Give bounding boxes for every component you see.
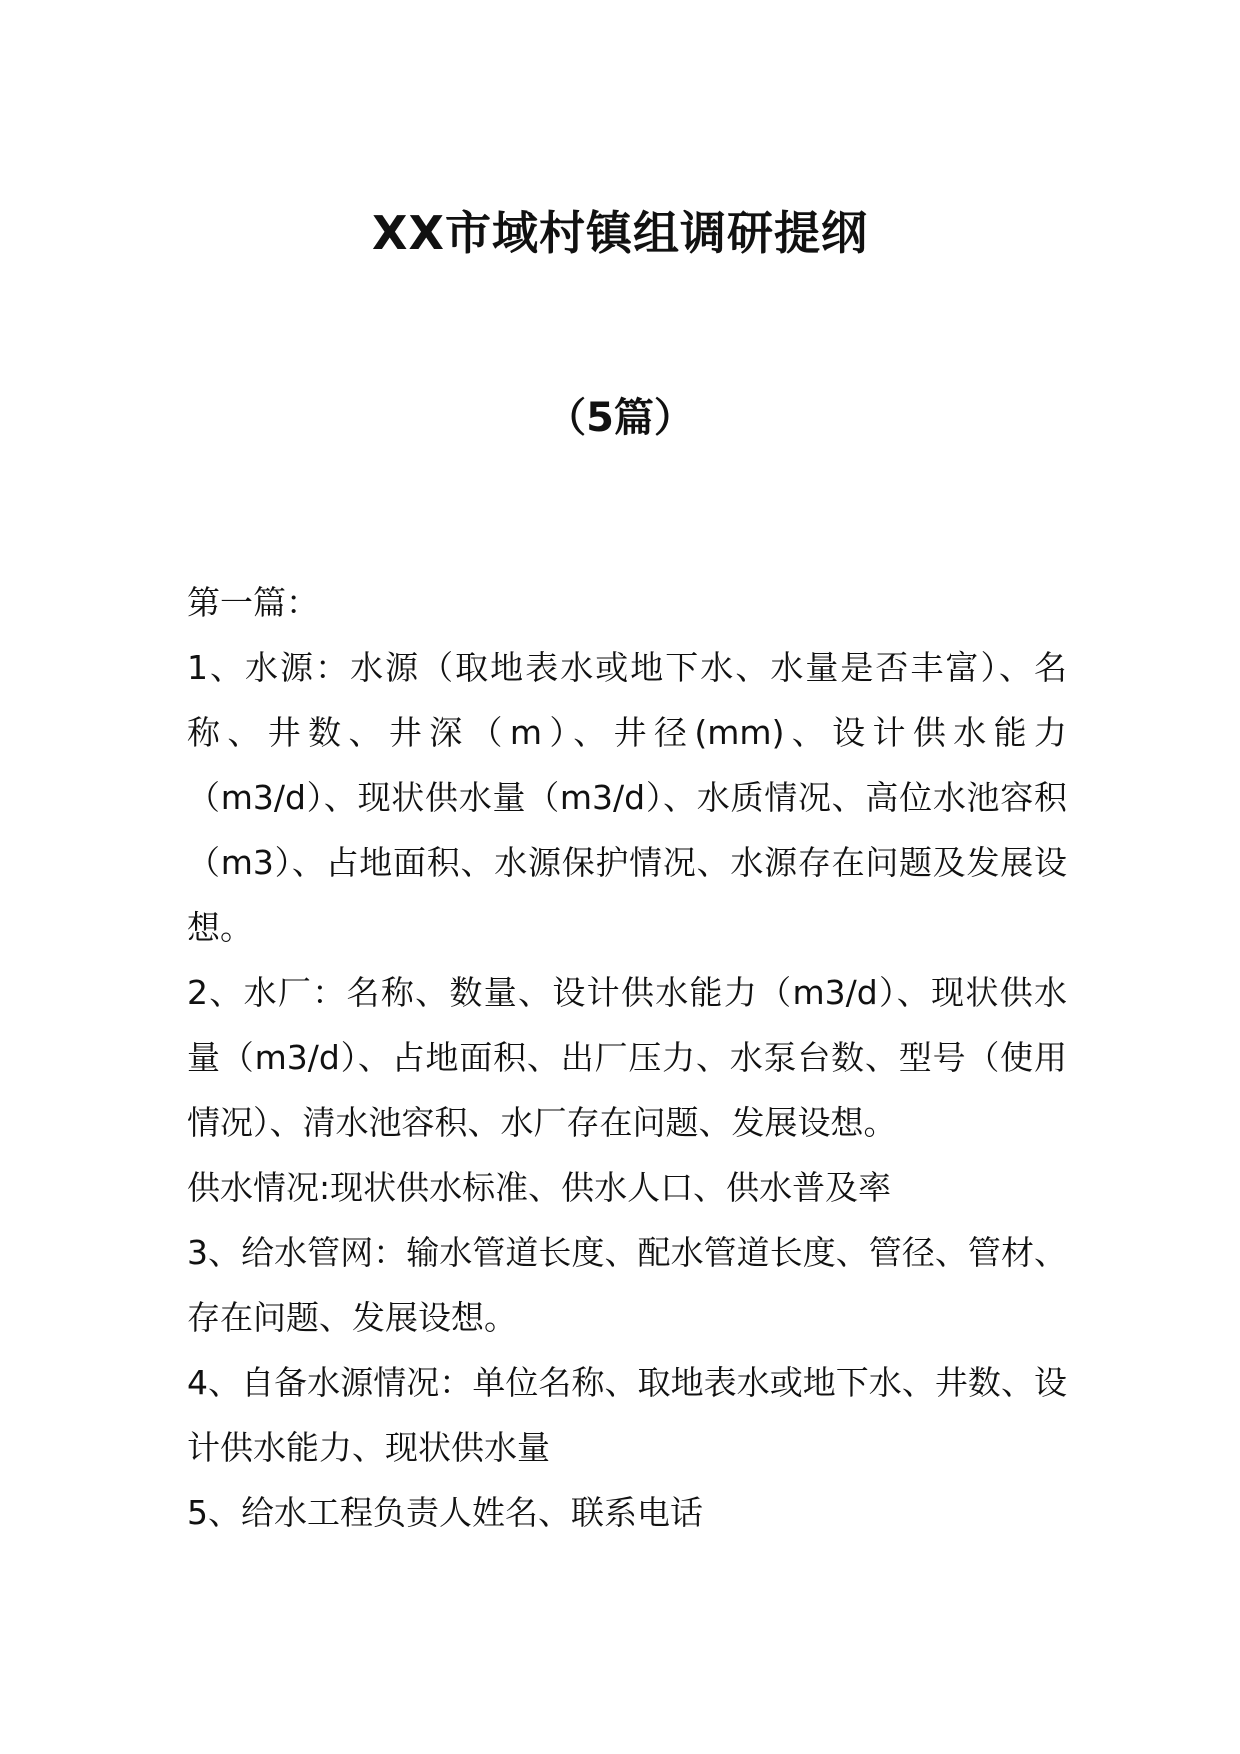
paragraph-contact: 5、给水工程负责人姓名、联系电话	[187, 1493, 703, 1532]
paragraph-supply-status: 供水情况:现状供水标准、供水人口、供水普及率	[187, 1168, 892, 1207]
document-subtitle: （5篇）	[546, 395, 694, 441]
paragraph-water-source: 1、水源：水源（取地表水或地下水、水量是否丰富）、名称、井数、井深（m）、井径(mm)、设计供水能力（m3/d）、现状供水量（m3/d）、水质情况、高位水池容积（m3）、占地面积、水源保护情况、水源存在问题及发展设想。	[187, 648, 1067, 947]
section-heading: 第一篇：	[187, 583, 319, 622]
document-body	[187, 570, 1067, 1545]
paragraph-pipe-network: 3、给水管网：输水管道长度、配水管道长度、管径、管材、存在问题、发展设想。	[187, 1233, 1067, 1337]
paragraph-private-water-source: 4、自备水源情况：单位名称、取地表水或地下水、井数、设计供水能力、现状供水量	[187, 1363, 1067, 1467]
paragraph-water-plant: 2、水厂：名称、数量、设计供水能力（m3/d）、现状供水量（m3/d）、占地面积、出厂压力、水泵台数、型号（使用情况）、清水池容积、水厂存在问题、发展设想。	[187, 973, 1067, 1142]
document-title: XX市域村镇组调研提纲	[372, 206, 868, 260]
